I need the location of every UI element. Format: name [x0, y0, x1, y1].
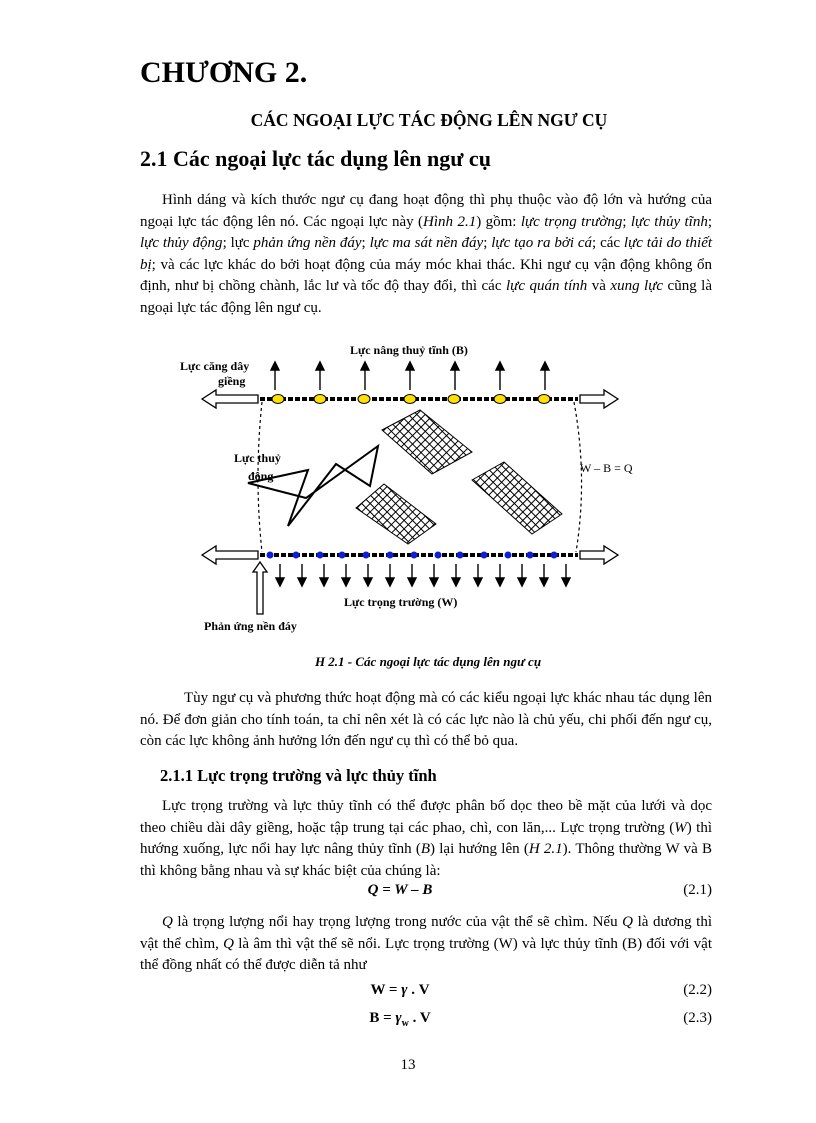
- forces-figure: [170, 338, 650, 638]
- label-rope-line1: Lực căng dây: [180, 359, 250, 373]
- paragraph-2: Tùy ngư cụ và phương thức hoạt động mà có các kiểu ngoại lực khác nhau tác dụng lên nó. Để đơn giản cho tính toán, ta chỉ nên xét là có các lực nào là chủ yếu, chi phối đến ngư cụ, còn các lực không ảnh hưởng lớn đến ngư cụ thì có thể bỏ qua.: [140, 690, 712, 749]
- label-hydro-line1: Lực thuỷ: [234, 451, 281, 465]
- label-bottom-reaction: Phản ứng nền đáy: [204, 619, 297, 633]
- label-hydro-line2: động: [248, 469, 274, 483]
- chapter-subtitle: CÁC NGOẠI LỰC TÁC ĐỘNG LÊN NGƯ CỤ: [250, 110, 608, 130]
- bottom-rope: [202, 546, 618, 564]
- label-gravity: Lực trọng trường (W): [344, 595, 458, 609]
- paragraph-3: Lực trọng trường và lực thủy tĩnh có thể được phân bố dọc theo bề mặt của lưới và dọc theo chiều dài dây giềng, hoặc tập trung tại các phao, chì, con lăn,... Lực trọng trường (W) thì hướng xuống, lực nổi hay lực nâng thủy tĩnh (B) lại hướng lên (H 2.1). Thông thường W và B thì không bằng nhau và sự khác biệt của chúng là:: [140, 798, 713, 879]
- net-patches: [356, 410, 562, 544]
- equation-2-2: W = γ . V (2.2): [370, 982, 712, 998]
- paragraph-4: Q là trọng lượng nổi hay trọng lượng trong nước của vật thể sẽ chìm. Nếu Q là dương thì vật thể chìm, Q là âm thì vật thể sẽ nổi. Lực trọng trường (W) và lực thủy tĩnh (B) đối với vật thể đồng nhất có thể được diễn tả như: [140, 914, 712, 973]
- label-buoyancy: Lực nâng thuỷ tĩnh (B): [350, 343, 468, 357]
- label-rope-line2: giềng: [218, 374, 246, 388]
- page-number: 13: [400, 1057, 416, 1073]
- equation-2-1: Q = W – B (2.1): [367, 882, 712, 898]
- gravity-arrows: [276, 564, 570, 586]
- chapter-heading: CHƯƠNG 2.: [140, 56, 308, 89]
- buoyancy-arrows: [271, 362, 549, 390]
- intro-paragraph: Hình dáng và kích thước ngư cụ đang hoạt động thì phụ thuộc vào độ lớn và hướng của ngoại lực tác động lên nó. Các ngoại lực này (Hình 2.1) gồm: lực trọng trường; lực thủy tĩnh; lực thủy động; lực phản ứng nền đáy; lực ma sát nền đáy; lực tạo ra bởi cá; các lực tải do thiết bị; và các lực khác do bởi hoạt động của máy móc khai thác. Khi ngư cụ vận động không ổn định, như bị chồng chành, lắc lư và tốc độ thay đổi, thì các lực quán tính và xung lực cũng là ngoại lực tác động lên ngư cụ.: [140, 192, 713, 316]
- bottom-reaction-arrow: [253, 562, 267, 614]
- subsection-title: 2.1.1 Lực trọng trường và lực thủy tĩnh: [160, 766, 437, 785]
- top-rope: [202, 390, 618, 408]
- section-title: 2.1 Các ngoại lực tác dụng lên ngư cụ: [140, 146, 491, 171]
- figure-caption: H 2.1 - Các ngoại lực tác dụng lên ngư cụ: [314, 654, 542, 669]
- right-boundary: [574, 402, 582, 552]
- label-equation: W – B = Q: [580, 461, 633, 475]
- equation-2-3: $B = \gamma_w$ . V (2.3): [369, 1010, 712, 1029]
